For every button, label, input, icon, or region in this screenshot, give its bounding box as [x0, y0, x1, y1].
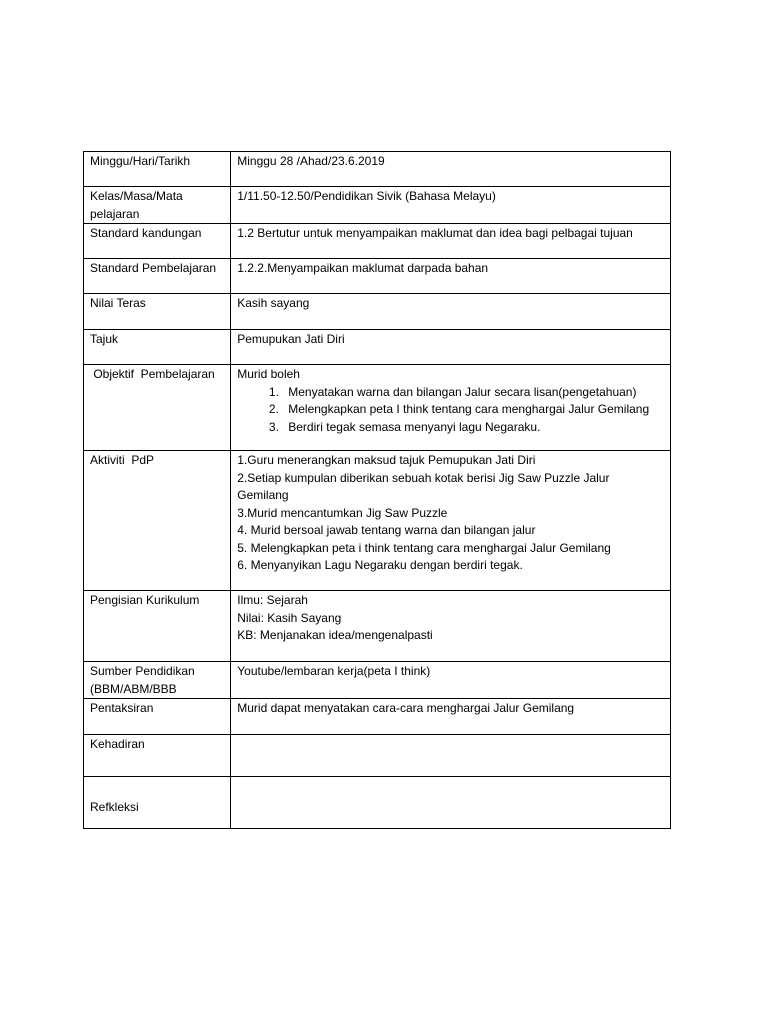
- list-item: KB: Menjanakan idea/mengenalpasti: [237, 628, 433, 642]
- list-item: 1.Guru menerangkan maksud tajuk Pemupukan Jati Diri: [237, 453, 536, 467]
- row-value-pentaksiran: Murid dapat menyatakan cara-cara menghargai Jalur Gemilang: [231, 699, 671, 735]
- row-label-nilai-teras: Nilai Teras: [84, 294, 231, 330]
- row-label-pengisian: Pengisian Kurikulum: [84, 591, 231, 662]
- list-item: 3.Murid mencantumkan Jig Saw Puzzle: [237, 505, 448, 520]
- lesson-plan-table: [83, 151, 671, 829]
- row-value-pengisian: [231, 591, 671, 662]
- table-row: [84, 777, 671, 829]
- row-label-refleksi: Refkleksi: [84, 777, 231, 829]
- row-value-kehadiran: [231, 735, 671, 777]
- table-row: [84, 187, 671, 224]
- list-item: 5. Melengkapkan peta i think tentang cara menghargai Jalur Gemilang: [237, 540, 611, 555]
- row-value-standard-kandungan: 1.2 Bertutur untuk menyampaikan maklumat dan idea bagi pelbagai tujuan: [231, 224, 671, 259]
- row-label-objektif: Objektif Pembelajaran: [84, 365, 231, 451]
- row-label-tajuk: Tajuk: [84, 330, 231, 365]
- row-label-kehadiran: Kehadiran: [84, 735, 231, 777]
- table-row: [84, 330, 671, 365]
- row-value-aktiviti: [231, 451, 671, 591]
- row-value-kelas: 1/11.50-12.50/Pendidikan Sivik (Bahasa Melayu): [231, 187, 671, 224]
- table-row: [84, 735, 671, 777]
- row-label-standard-kandungan: Standard kandungan: [84, 224, 231, 259]
- table-row: [84, 365, 671, 451]
- row-label-sumber: Sumber Pendidikan (BBM/ABM/BBB: [84, 662, 231, 699]
- row-label-minggu: Minggu/Hari/Tarikh: [84, 152, 231, 187]
- list-item: 4. Murid bersoal jawab tentang warna dan bilangan jalur: [237, 523, 536, 537]
- table-row: [84, 591, 671, 662]
- row-value-tajuk: Pemupukan Jati Diri: [231, 330, 671, 365]
- row-label-pentaksiran: Pentaksiran: [84, 699, 231, 735]
- row-value-refleksi: [231, 777, 671, 829]
- row-value-nilai-teras: Kasih sayang: [231, 294, 671, 330]
- list-item: 2.Setiap kumpulan diberikan sebuah kotak berisi Jig Saw Puzzle Jalur Gemilang: [237, 470, 610, 502]
- table-row: [84, 152, 671, 187]
- table-row: [84, 451, 671, 591]
- table-row: [84, 259, 671, 294]
- table-row: [84, 699, 671, 735]
- row-label-aktiviti: Aktiviti PdP: [84, 451, 231, 591]
- table-row: [84, 294, 671, 330]
- objektif-intro: Murid boleh: [237, 367, 300, 381]
- list-item: 6. Menyanyikan Lagu Negaraku dengan berdiri tegak.: [237, 558, 523, 572]
- row-value-standard-pembelajaran: 1.2.2.Menyampaikan maklumat darpada bahan: [231, 259, 671, 294]
- list-item: Nilai: Kasih Sayang: [237, 610, 342, 625]
- row-label-standard-pembelajaran: Standard Pembelajaran: [84, 259, 231, 294]
- list-item: 1. Menyatakan warna dan bilangan Jalur secara lisan(pengetahuan): [282, 384, 664, 402]
- table-row: [84, 662, 671, 699]
- list-item: 2. Melengkapkan peta I think tentang cara menghargai Jalur Gemilang: [282, 401, 664, 419]
- list-item: 3. Berdiri tegak semasa menyanyi lagu Negaraku.: [282, 419, 664, 437]
- row-value-objektif: [231, 365, 671, 451]
- row-label-kelas: Kelas/Masa/Mata pelajaran: [84, 187, 231, 224]
- list-item: Ilmu: Sejarah: [237, 593, 308, 607]
- row-value-minggu: Minggu 28 /Ahad/23.6.2019: [231, 152, 671, 187]
- table-row: [84, 224, 671, 259]
- row-value-sumber: Youtube/lembaran kerja(peta I think): [231, 662, 671, 699]
- objektif-list: [237, 384, 664, 437]
